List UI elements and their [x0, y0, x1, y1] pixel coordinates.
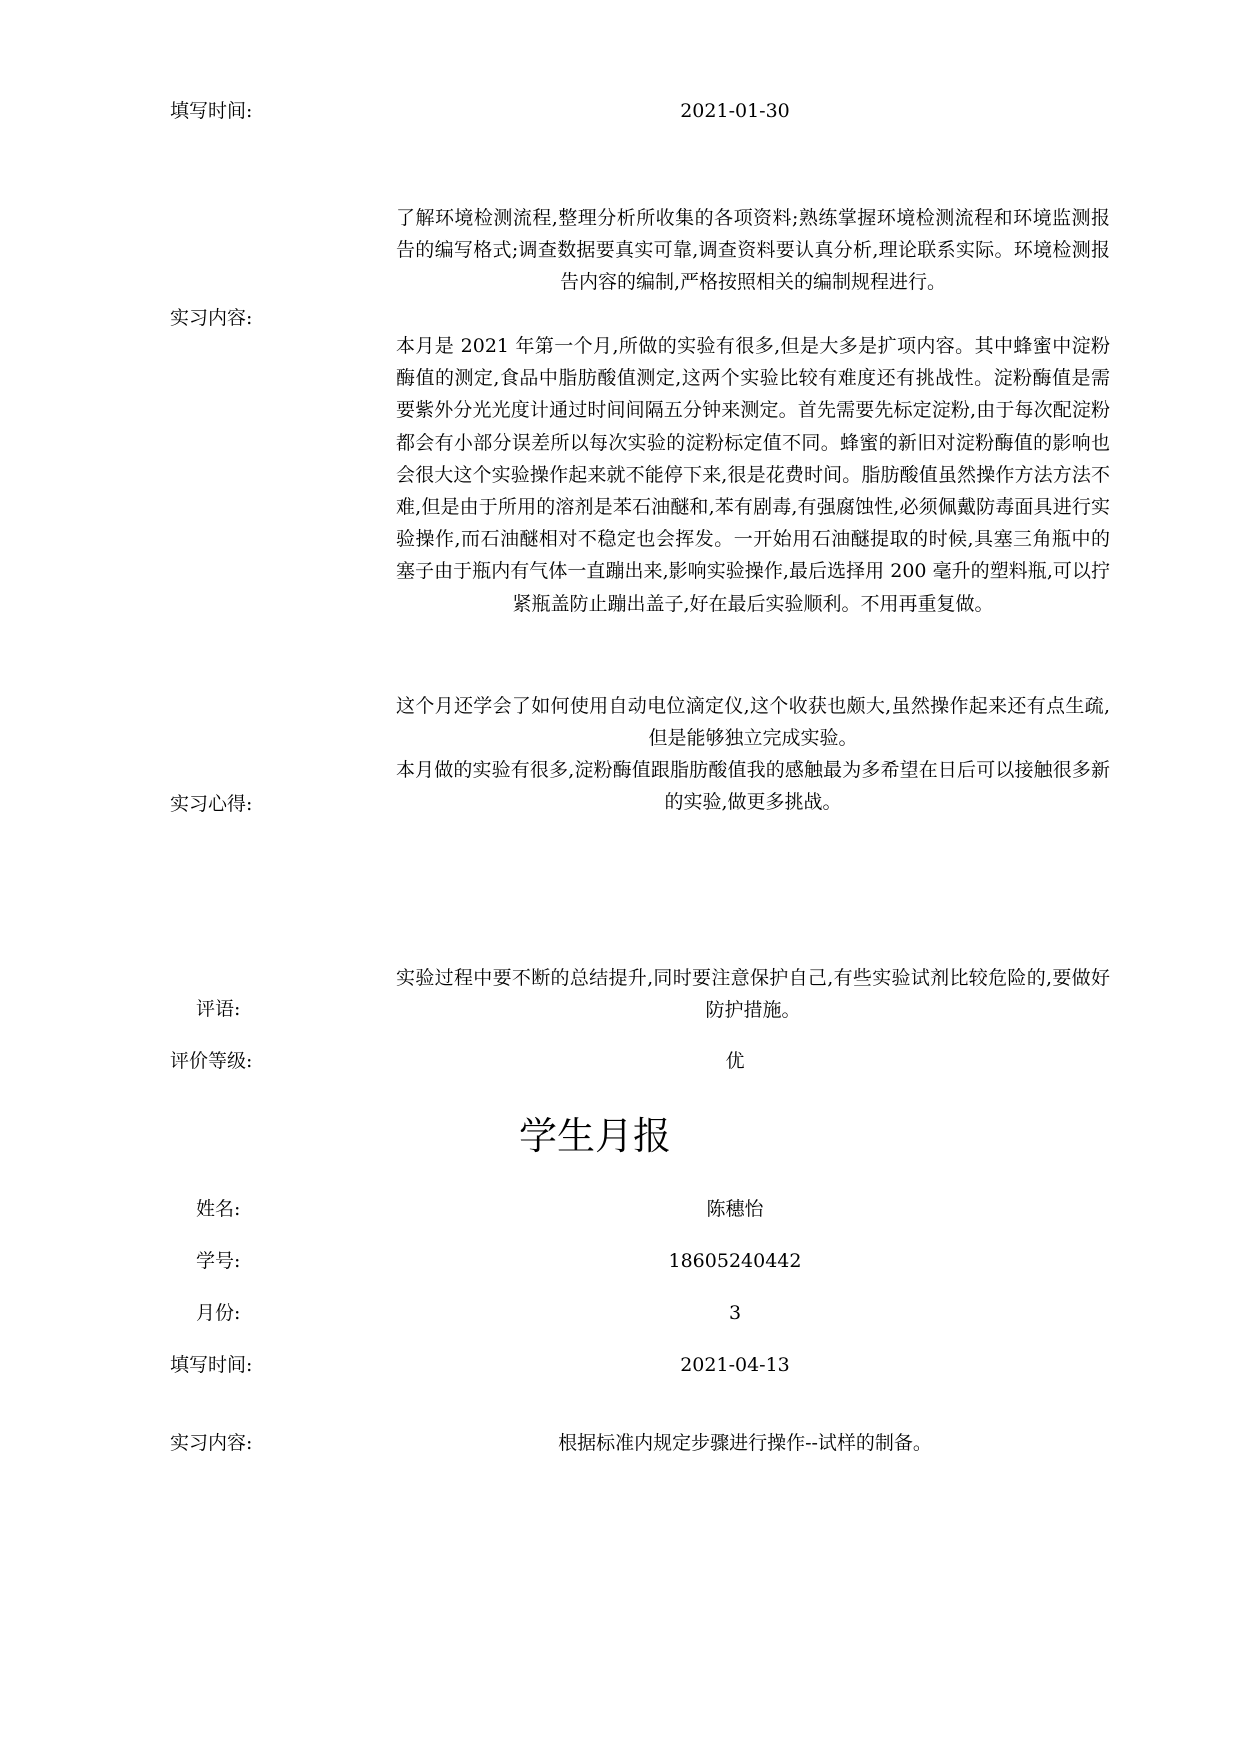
content-label-2: 实习内容:	[170, 1432, 253, 1454]
name-label: 姓名:	[196, 1198, 241, 1220]
content-text: 了解环境检测流程,整理分析所收集的各项资料;熟练掌握环境检测流程和环境监测报告的编写格式;调查数据要真实可靠,调查资料要认真分析,理论联系实际。环境检测报告内容的编制,严格按照相关的编制规程进行。	[396, 207, 1110, 294]
student-id-value: 18605240442	[668, 1250, 802, 1272]
experience-label: 实习心得:	[170, 793, 253, 815]
experience-paragraph-2: 这个月还学会了如何使用自动电位滴定仪,这个收获也颇大,虽然操作起来还有点生疏,但是能够独立完成实验。	[396, 695, 1110, 750]
content-value-2: 根据标准内规定步骤进行操作--试样的制备。	[558, 1432, 932, 1454]
content-label: 实习内容:	[170, 307, 253, 329]
name-value: 陈穗怡	[706, 1198, 764, 1220]
fill-time-label: 填写时间:	[170, 100, 253, 122]
fill-time-value: 2021-01-30	[680, 100, 790, 122]
experience-paragraph-1: 本月是 2021 年第一个月,所做的实验有很多,但是大多是扩项内容。其中蜂蜜中淀粉酶值的测定,食品中脂肪酸值测定,这两个实验比较有难度还有挑战性。淀粉酶值是需要紫外分光光度计通过时间间隔五分钟来测定。首先需要先标定淀粉,由于每次配淀粉都会有小部分误差所以每次实验的淀粉标定值不同。蜂蜜的新旧对淀粉酶值的影响也会很大这个实验操作起来就不能停下来,很是花费时间。脂肪酸值虽然操作方法方法不难,但是由于所用的溶剂是苯石油醚和,苯有剧毒,有强腐蚀性,必须佩戴防毒面具进行实验操作,而石油醚相对不稳定也会挥发。一开始用石油醚提取的时候,具塞三角瓶中的塞子由于瓶内有气体一直蹦出来,影响实验操作,最后选择用 200 毫升的塑料瓶,可以拧紧瓶盖防止蹦出盖子,好在最后实验顺利。不用再重复做。	[396, 335, 1110, 615]
comment-label: 评语:	[196, 998, 241, 1020]
report-title: 学生月报	[518, 1114, 671, 1158]
grade-value: 优	[725, 1050, 745, 1072]
fill-time-label-2: 填写时间:	[170, 1354, 253, 1376]
month-label: 月份:	[196, 1302, 241, 1324]
student-id-label: 学号:	[196, 1250, 241, 1272]
fill-time-value-2: 2021-04-13	[680, 1354, 790, 1376]
month-value: 3	[728, 1302, 742, 1324]
comment-text: 实验过程中要不断的总结提升,同时要注意保护自己,有些实验试剂比较危险的,要做好防护措施。	[396, 967, 1110, 1022]
grade-label: 评价等级:	[170, 1050, 253, 1072]
experience-paragraph-3: 本月做的实验有很多,淀粉酶值跟脂肪酸值我的感触最为多希望在日后可以接触很多新的实验,做更多挑战。	[396, 759, 1110, 814]
